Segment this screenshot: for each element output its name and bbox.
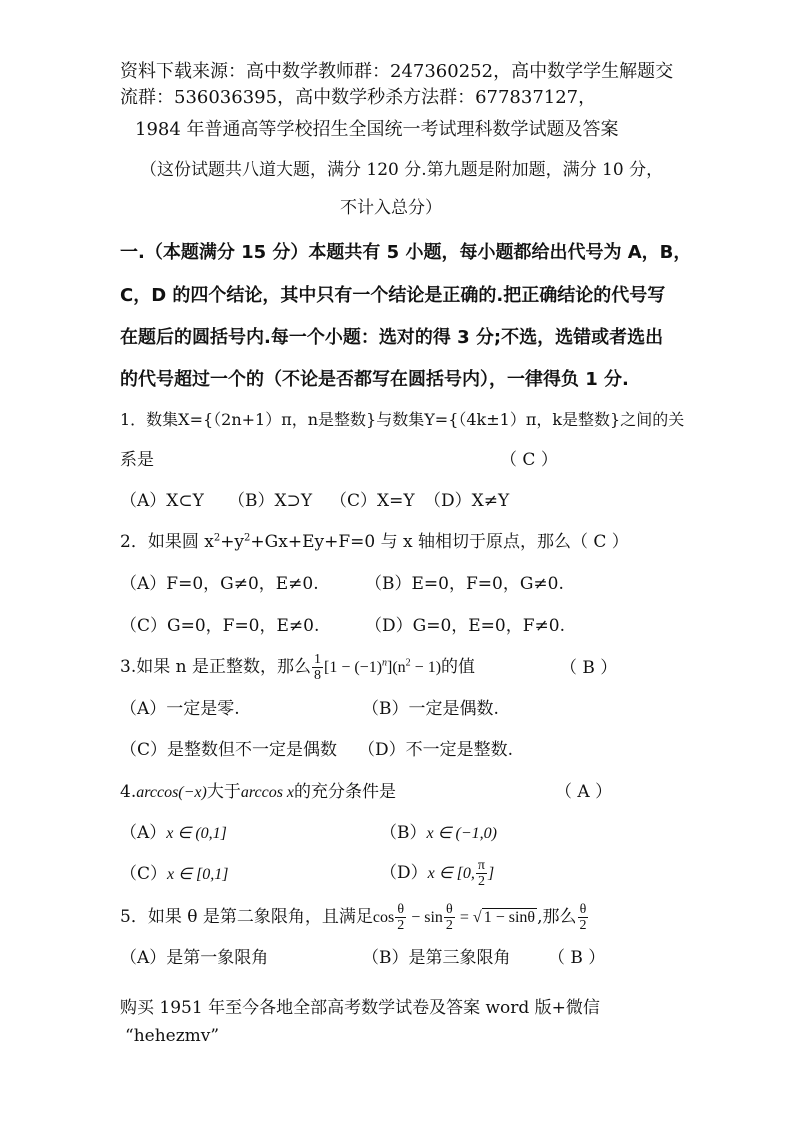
q3-answer: （ B ） bbox=[560, 658, 618, 678]
q3-option-c: （C）是整数但不一定是偶数 bbox=[120, 740, 338, 760]
q1-option-a: （A）X⊂Y bbox=[120, 491, 204, 511]
section1-line-3: 在题后的圆括号内.每一个小题：选对的得 3 分;不选，选错或者选出 bbox=[120, 327, 664, 348]
q4-option-a: （A）x ∈ (0,1] bbox=[120, 823, 227, 843]
q2-option-a: （A）F=0，G≠0，E≠0. bbox=[120, 574, 319, 594]
q1-answer: （ C ） bbox=[500, 450, 558, 470]
section1-line-2: C，D 的四个结论，其中只有一个结论是正确的.把正确结论的代号写 bbox=[120, 285, 666, 306]
page-title: 1984 年普通高等学校招生全国统一考试理科数学试题及答案 bbox=[135, 119, 619, 140]
source-line-2: 流群：536036395，高中数学秒杀方法群：677837127， bbox=[120, 87, 597, 108]
q2-option-c: （C）G=0，F=0，E≠0. bbox=[120, 616, 320, 636]
q3-option-a: （A）一定是零. bbox=[120, 699, 240, 719]
footer-line-1: 购买 1951 年至今各地全部高考数学试卷及答案 word 版+微信 bbox=[120, 998, 600, 1018]
section1-line-4: 的代号超过一个的（不论是否都写在圆括号内），一律得负 1 分. bbox=[120, 369, 629, 390]
q4-option-d: （D）x ∈ [0, $\frac{\pi}{2}$ ] bbox=[380, 858, 495, 889]
subtitle-line-1: （这份试题共八道大题，满分 120 分.第九题是附加题，满分 10 分， bbox=[140, 160, 664, 180]
q4-option-c: （C）x ∈ [0,1] bbox=[120, 864, 229, 884]
q1-option-d: （D）X≠Y bbox=[424, 491, 510, 511]
q3-stem: 3.如果 n 是正整数，那么 $\frac{1}{8}$ $[1 - (-1)^n](n^2 - 1)$的值 bbox=[120, 652, 476, 683]
q4-option-b: （B）x ∈ (−1,0) bbox=[380, 823, 497, 843]
q4-answer: （ A ） bbox=[555, 782, 613, 802]
q5-stem: 5．如果 θ 是第二象限角，且满足cos $\frac{\theta}{2}$ − sin $\frac{\theta}{2}$ = √ 1 − sinθ ,那么 $\frac{\theta}{2}$ bbox=[120, 902, 587, 933]
q2-option-d: （D）G=0，E=0，F≠0. bbox=[365, 616, 565, 636]
q5-option-a: （A）是第一象限角 bbox=[120, 948, 269, 968]
q3-option-d: （D）不一定是整数. bbox=[358, 740, 514, 760]
q5-answer: （ B ） bbox=[548, 948, 606, 968]
q1-stem: 1．数集X={（2n+1）π，n是整数}与数集Y={（4k±1）π，k是整数}之间的关 bbox=[120, 410, 685, 429]
q3-fraction: $\frac{1}{8}$ bbox=[313, 652, 321, 683]
q1-option-c: （C）X=Y bbox=[330, 491, 415, 511]
section1-line-1: 一.（本题满分 15 分）本题共有 5 小题，每小题都给出代号为 A，B， bbox=[120, 242, 692, 263]
source-line-1: 资料下载来源：高中数学教师群：247360252，高中数学学生解题交 bbox=[120, 61, 674, 82]
subtitle-line-2: 不计入总分） bbox=[340, 198, 442, 218]
q1-stem-cont: 系是 bbox=[120, 450, 154, 470]
q3-option-b: （B）一定是偶数. bbox=[362, 699, 499, 719]
q1-option-b: （B）X⊃Y bbox=[228, 491, 313, 511]
q5-option-b: （B）是第三象限角 bbox=[362, 948, 511, 968]
footer-line-2: “hehezmv” bbox=[125, 1026, 220, 1046]
q4-stem: 4.arccos(−x)大于arccos x的充分条件是 bbox=[120, 782, 397, 802]
q2-option-b: （B）E=0，F=0，G≠0. bbox=[365, 574, 564, 594]
q2-stem: 2．如果圆 $x^2+y^2+Gx+Ey+F=0$ 与 x 轴相切于原点，那么（ C ） bbox=[120, 532, 629, 552]
